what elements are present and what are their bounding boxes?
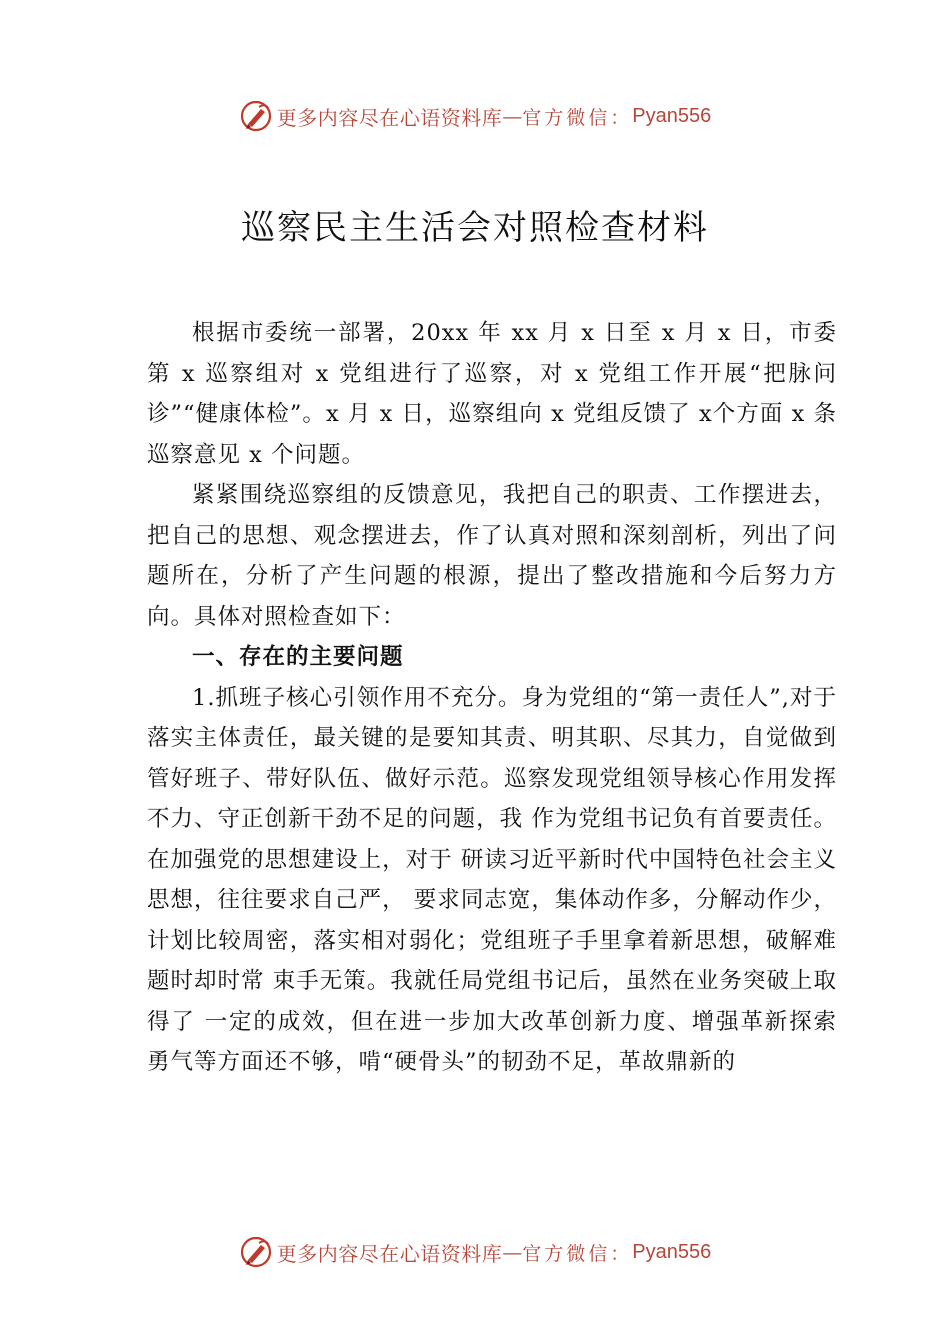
banner-brand: 更多内容尽在心语资料库 xyxy=(276,1241,503,1266)
document-body xyxy=(147,313,837,1083)
banner-wechat-id: Pyan556 xyxy=(632,104,712,127)
header-banner xyxy=(0,96,950,136)
banner-dash: — xyxy=(502,1240,523,1264)
footer-banner xyxy=(0,1232,950,1272)
paragraph-intro: 根据市委统一部署，20xx 年 xx 月 x 日至 x 月 x 日，市委第 x 巡察组对 x 党组进行了巡察，对 x 党组工作开展“把脉问诊”“健康体检”。x 月 x 日，巡察组向 x 党组反馈了 x个方面 x 条巡察意见 x 个问题。 xyxy=(147,320,837,468)
pen-logo-icon xyxy=(239,99,273,133)
section-heading-main-problems: 一、存在的主要问题 xyxy=(192,644,404,670)
pen-logo-icon xyxy=(239,1235,273,1269)
paragraph-approach: 紧紧围绕巡察组的反馈意见，我把自己的职责、工作摆进去，把自己的思想、观念摆进去，作了认真对照和深刻剖析，列出了问题所在，分析了产生问题的根源，提出了整改措施和今后努力方向。具体对照检查如下： xyxy=(147,482,837,630)
paragraph-problem-1: 1.抓班子核心引领作用不充分。身为党组的“第一责任人”,对于落实主体责任，最关键的是要知其责、明其职、尽其力，自觉做到管好班子、带好队伍、做好示范。巡察发现党组领导核心作用发挥不力、守正创新干劲不足的问题，我 作为党组书记负有首要责任。在加强党的思想建设上，对于 研读习近平新时代中国特色社会主义思想，往往要求自己严， 要求同志宽，集体动作多，分解动作少，计划比较周密，落实相对弱化；党组班子手里拿着新思想，破解难题时却时常 束手无策。我就任局党组书记后，虽然在业务突破上取得了 一定的成效，但在进一步加大改革创新力度、增强革新探索 勇气等方面还不够，啃“硬骨头”的韧劲不足，革故鼎新的 xyxy=(147,684,837,1075)
banner-wechat-label: 官方微信： xyxy=(522,106,633,129)
banner-brand: 更多内容尽在心语资料库 xyxy=(276,105,503,130)
document-title: 巡察民主生活会对照检查材料 xyxy=(241,208,709,248)
banner-dash: — xyxy=(502,104,523,128)
banner-wechat-id: Pyan556 xyxy=(632,1240,712,1263)
banner-wechat-label: 官方微信： xyxy=(522,1242,633,1265)
